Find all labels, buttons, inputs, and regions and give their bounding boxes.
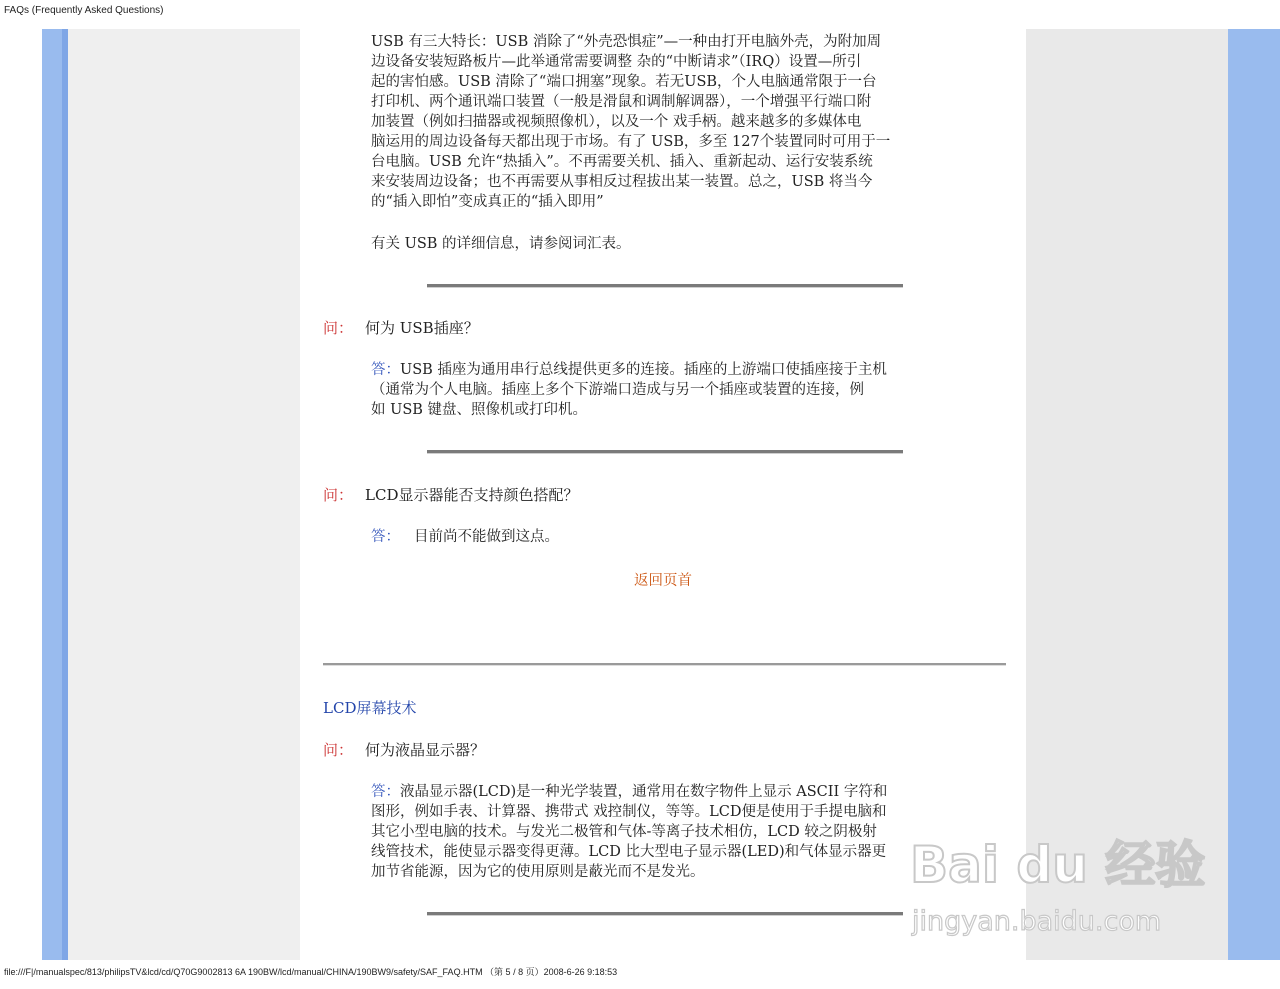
- answer-block: [371, 360, 963, 420]
- divider: [427, 912, 903, 916]
- right-blue-bar: [1228, 29, 1280, 960]
- question-row: [323, 740, 485, 760]
- question-text: LCD显示器能否支持颜色搭配？: [365, 486, 579, 504]
- watermark-url: jingyan.baidu.com: [912, 906, 1162, 937]
- answer-label: 答：: [371, 362, 400, 378]
- question-text: 何为 USB插座？: [365, 319, 479, 337]
- divider: [427, 450, 903, 454]
- right-gray-panel: [1026, 29, 1228, 960]
- answer-block: [371, 527, 963, 547]
- left-gray-panel: [68, 29, 300, 960]
- answer-text: 目前尚不能做到这点。: [414, 529, 559, 545]
- question-row: [323, 318, 479, 338]
- question-label: 问：: [323, 741, 354, 759]
- answer-label: 答：: [371, 784, 400, 800]
- answer-block: [371, 782, 963, 882]
- answer-label: 答：: [371, 529, 400, 545]
- answer-text: USB 插座为通用串行总线提供更多的连接。插座的上游端口使插座接于主机 （通常为个人电脑。插座上多个下游端口造成与另一个插座或装置的连接，例 如 USB 键盘、照像机或打印机。: [371, 362, 887, 418]
- page-header-title: FAQs (Frequently Asked Questions): [4, 5, 164, 16]
- page-footer-path: file:///F|/manualspec/813/philipsTV&lcd/cd/Q70G9002813 6A 190BW/lcd/manual/CHINA/190BW9/safety/SAF_FAQ.HTM （第 5 / 8 页）2008-6-26 9:18:53: [4, 967, 618, 977]
- answer-text: 液晶显示器(LCD)是一种光学装置，通常用在数字物件上显示 ASCII 字符和 图形，例如手表、计算器、携带式 戏控制仪，等等。LCD便是使用于手提电脑和 其它小型电脑的技术。与发光二极管和气体-等离子技术相仿，LCD 较之阴极射 线管技术，能使显示器变得更薄。LCD 比大型电子显示器(LED)和气体显示器更 加节省能源，因为它的使用原则是蔽光而不是发光。: [371, 784, 888, 880]
- section-title-lcd[interactable]: LCD屏幕技术: [323, 699, 417, 717]
- usb-features-paragraph: USB 有三大特长：USB 消除了“外壳恐惧症”—一种由打开电脑外壳，为附加周 边设备安装短路板片—此举通常需要调整 杂的“中断请求”（IRQ）设置—所引 起的害怕感。USB 清除了“端口拥塞”现象。若无USB，个人电脑通常限于一台 打印机、两个通讯端口装置（一般是滑鼠和调制解调器），一个增强平行端口附 加装置（例如扫描器或视频照像机），以及一个 戏手柄。越来越多的多媒体电 脑运用的周边设备每天都出现于市场。有了 USB，多至 127个装置同时可用于一 台电脑。USB 允许“热插入”。不再需要关机、插入、重新起动、运行安装系统 来安装周边设备；也不再需要从事相反过程拔出某一装置。总之，USB 将当今 的“插入即怕”变成真正的“插入即用”: [371, 34, 891, 210]
- question-text: 何为液晶显示器？: [365, 741, 486, 759]
- divider: [427, 284, 903, 288]
- left-blue-bar: [42, 29, 62, 960]
- watermark-brand: Bai du 经验: [910, 836, 1206, 894]
- section-divider: [323, 663, 1006, 666]
- back-to-top-link[interactable]: 返回页首: [634, 573, 692, 589]
- question-label: 问：: [323, 319, 354, 337]
- question-row: [323, 485, 578, 505]
- question-label: 问：: [323, 486, 354, 504]
- usb-more-info: 有关 USB 的详细信息，请参阅词汇表。: [371, 236, 631, 252]
